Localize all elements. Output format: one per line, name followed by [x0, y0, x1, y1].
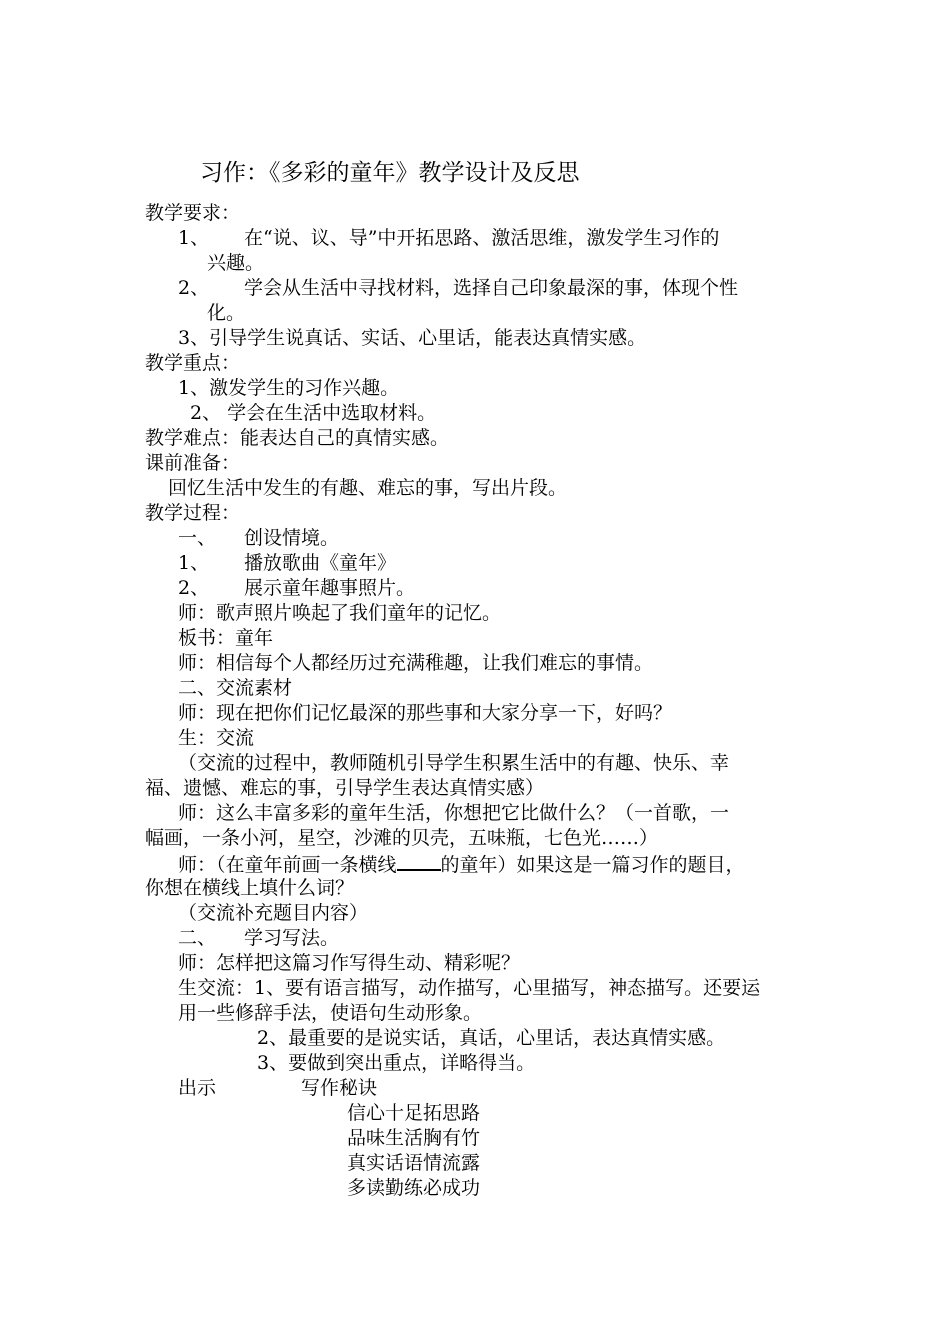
requirement-1-number: 1、: [178, 227, 210, 249]
teacher-line-2: 师：相信每个人都经历过充满稚趣，让我们难忘的事情。: [178, 652, 654, 674]
teacher-line-5a-post: 的童年）如果这是一篇习作的题目，: [440, 854, 745, 876]
teacher-line-1: 师：歌声照片唤起了我们童年的记忆。: [178, 602, 502, 624]
student-line-2c: 2、最重要的是说实话，真话，心里话，表达真情实感。: [257, 1027, 726, 1049]
secret-2: 品味生活胸有竹: [347, 1127, 481, 1149]
student-line-2b: 用一些修辞手法，使语句生动形象。: [178, 1002, 483, 1024]
teacher-line-3: 师：现在把你们记忆最深的那些事和大家分享一下，好吗？: [178, 702, 673, 724]
preparation-text: 回忆生活中发生的有趣、难忘的事，写出片段。: [168, 477, 568, 499]
requirement-1-continuation: 兴趣。: [207, 252, 265, 274]
requirement-2-text: 学会从生活中寻找材料，选择自己印象最深的事，体现个性: [244, 277, 739, 299]
key-point-1: 1、激发学生的习作兴趣。: [178, 377, 400, 399]
requirement-1-text: 在“说、议、导”中开拓思路、激活思维，激发学生习作的: [244, 227, 720, 249]
section-3-number: 二、: [178, 927, 217, 949]
blank-underline: [397, 851, 441, 871]
section-3-title: 学习写法。: [244, 927, 340, 949]
section-1-item-1: 播放歌曲《童年》: [244, 552, 397, 574]
secret-3: 真实话语情流露: [347, 1152, 481, 1174]
difficulty-line: 教学难点：能表达自己的真情实感。: [145, 427, 450, 449]
secret-1: 信心十足拓思路: [347, 1102, 481, 1124]
student-line-2d: 3、要做到突出重点，详略得当。: [257, 1052, 536, 1074]
section-1-item-2: 展示童年趣事照片。: [244, 577, 416, 599]
key-point-2: 2、 学会在生活中选取材料。: [190, 402, 437, 424]
show-label: 出示: [178, 1077, 217, 1099]
secret-4: 多读勤练必成功: [347, 1177, 481, 1199]
teacher-line-4a: 师：这么丰富多彩的童年生活，你想把它比做什么？（一首歌，一: [178, 802, 730, 824]
teacher-line-6: 师：怎样把这篇习作写得生动、精彩呢？: [178, 952, 521, 974]
note-1-line-a: （交流的过程中，教师随机引导学生积累生活中的有趣、快乐、幸: [178, 752, 730, 774]
teacher-line-5b: 你想在横线上填什么词？: [145, 877, 355, 899]
section-1-number: 一、: [178, 527, 217, 549]
section-1-item-2-number: 2、: [178, 577, 210, 599]
section-1-title: 创设情境。: [244, 527, 340, 549]
requirement-2-continuation: 化。: [207, 302, 246, 324]
process-heading: 教学过程：: [145, 502, 241, 524]
requirement-2-number: 2、: [178, 277, 210, 299]
requirement-3: 3、引导学生说真话、实话、心里话，能表达真情实感。: [178, 327, 647, 349]
section-1-item-1-number: 1、: [178, 552, 210, 574]
note-1-line-b: 福、遗憾、难忘的事，引导学生表达真情实感）: [145, 777, 545, 799]
board-line: 板书：童年: [178, 627, 274, 649]
secret-title: 写作秘诀: [301, 1077, 378, 1099]
document-title: 习作：《多彩的童年》教学设计及反思: [200, 160, 580, 186]
teacher-line-5a-pre: 师：（在童年前画一条横线: [178, 854, 397, 876]
student-line-1: 生：交流: [178, 727, 255, 749]
note-2: （交流补充题目内容）: [178, 902, 369, 924]
key-points-heading: 教学重点：: [145, 352, 241, 374]
teacher-line-4b: 幅画，一条小河，星空，沙滩的贝壳，五味瓶，七色光……）: [145, 827, 659, 849]
section-2-title: 二、交流素材: [178, 677, 293, 699]
requirements-heading: 教学要求：: [145, 202, 241, 224]
preparation-heading: 课前准备：: [145, 452, 241, 474]
student-line-2a: 生交流：1、要有语言描写，动作描写，心里描写，神态描写。还要运: [178, 977, 761, 999]
teacher-line-5a: [178, 851, 745, 877]
